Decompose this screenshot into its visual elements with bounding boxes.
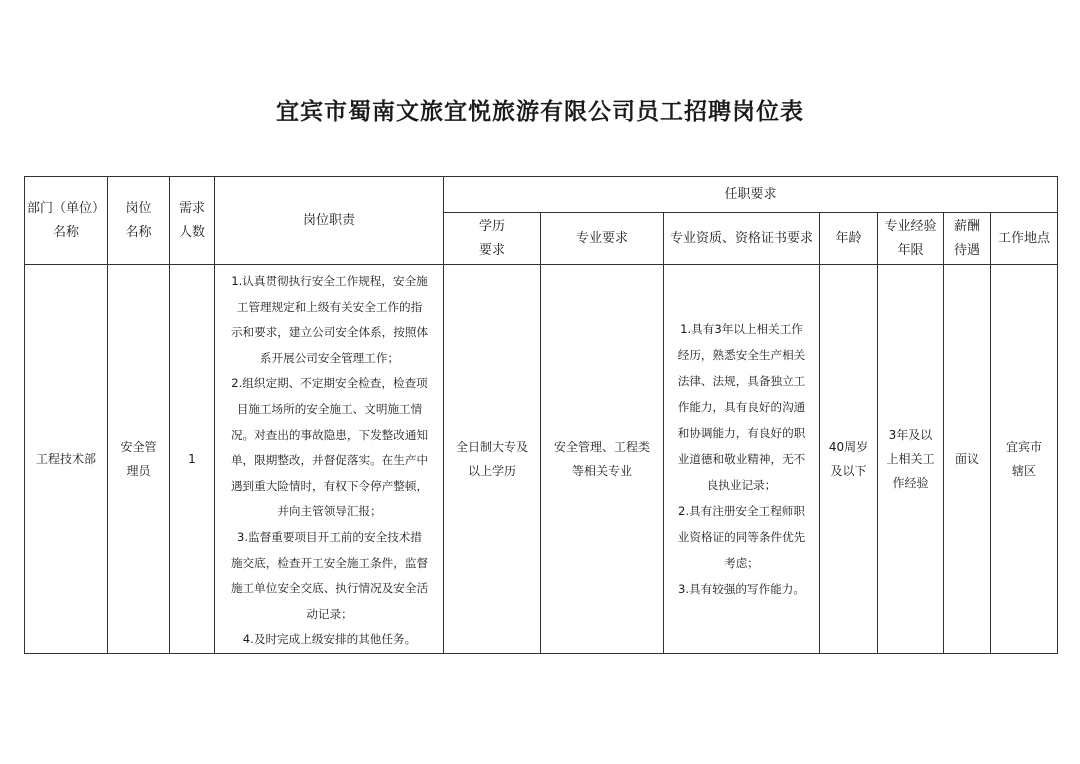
duties-line: 况。对查出的事故隐患，下发整改通知 [230, 427, 429, 442]
header-count-line1: 需求 [178, 200, 205, 216]
header-experience-line2: 年限 [897, 242, 924, 258]
qual-line: 业道德和敬业精神，无不 [677, 451, 806, 466]
header-count-line2: 人数 [178, 224, 205, 240]
page-title: 宜宾市蜀南文旅宜悦旅游有限公司员工招聘岗位表 [276, 98, 804, 125]
cell-qualifications [664, 265, 820, 654]
duties-line: 3.监督重要项目开工前的安全技术措 [237, 529, 422, 544]
header-cert: 专业资质、资格证书要求 [664, 213, 820, 265]
header-education [444, 213, 541, 265]
duties-line: 动记录； [306, 606, 353, 621]
cell-dept: 工程技术部 [25, 265, 108, 654]
qual-line: 考虑； [724, 555, 759, 570]
header-pay [944, 213, 991, 265]
cell-location [991, 265, 1058, 654]
cell-age-line2: 及以下 [830, 463, 867, 478]
duties-line: 并向主管领导汇报； [277, 504, 382, 519]
duties-line: 施交底，检查开工安全施工条件，监督 [230, 555, 429, 570]
header-age: 年龄 [820, 213, 878, 265]
cell-age-line1: 40周岁 [828, 439, 869, 454]
cell-duties [215, 265, 444, 654]
duties-line: 2.组织定期、不定期安全检查，检查项 [231, 376, 428, 391]
cell-major-line1: 安全管理、工程类 [553, 439, 650, 454]
header-pay-line1: 薪酬 [953, 218, 980, 234]
qual-line: 1.具有3年以上相关工作 [680, 321, 803, 336]
cell-age [820, 265, 878, 654]
cell-count: 1 [170, 265, 215, 654]
header-post-line2: 名称 [125, 224, 152, 240]
qual-line: 良执业记录； [706, 477, 777, 492]
cell-post [108, 265, 170, 654]
header-dept-line1: 部门（单位） [26, 200, 105, 216]
duties-line: 单，限期整改，并督促落实。在生产中 [230, 453, 429, 468]
cell-post-line1: 安全管 [120, 439, 157, 454]
cell-education [444, 265, 541, 654]
qual-line: 经历，熟悉安全生产相关 [677, 347, 806, 362]
header-experience-line1: 专业经验 [884, 218, 937, 234]
header-experience [878, 213, 944, 265]
header-requirements: 任职要求 [444, 177, 1058, 213]
table-row [25, 265, 1058, 654]
qual-line: 3.具有较强的写作能力。 [678, 581, 805, 596]
cell-location-line1: 宜宾市 [1006, 439, 1043, 454]
header-education-line2: 要求 [478, 242, 505, 258]
duties-line: 工管理规定和上级有关安全工作的指 [236, 299, 423, 314]
duties-line: 目施工场所的安全施工、文明施工情 [236, 401, 423, 416]
qual-line: 业资格证的同等条件优先 [677, 529, 806, 544]
cell-experience-line3: 作经验 [892, 475, 929, 490]
qual-line: 作能力，具有良好的沟通 [677, 399, 806, 414]
qual-line: 2.具有注册安全工程师职 [678, 503, 805, 518]
duties-line: 示和要求，建立公司安全体系，按照体 [230, 325, 429, 340]
cell-pay: 面议 [944, 265, 991, 654]
header-location: 工作地点 [991, 213, 1058, 265]
cell-education-line2: 以上学历 [467, 463, 516, 478]
header-major: 专业要求 [541, 213, 664, 265]
cell-experience-line1: 3年及以 [888, 427, 933, 442]
qual-line: 法律、法规，具备独立工 [677, 373, 806, 388]
duties-line: 系开展公司安全管理工作； [259, 350, 400, 365]
header-dept-line2: 名称 [52, 224, 79, 240]
recruitment-table [24, 176, 1058, 654]
cell-major-line2: 等相关专业 [571, 463, 632, 478]
duties-line: 1.认真贯彻执行安全工作规程，安全施 [231, 274, 428, 288]
cell-post-line2: 理员 [126, 463, 151, 478]
header-education-line1: 学历 [478, 218, 505, 234]
cell-location-line2: 辖区 [1012, 463, 1037, 478]
duties-line: 遇到重大险情时，有权下令停产整顿， [230, 478, 429, 493]
header-pay-line2: 待遇 [953, 242, 980, 258]
qual-line: 和协调能力，有良好的职 [677, 425, 806, 440]
header-duties: 岗位职责 [215, 177, 444, 265]
cell-major [541, 265, 664, 654]
cell-experience [878, 265, 944, 654]
header-row-1 [25, 177, 1058, 213]
duties-line: 施工单位安全交底、执行情况及安全活 [230, 581, 429, 596]
header-count [170, 177, 215, 265]
header-post [108, 177, 170, 265]
header-dept [25, 177, 108, 265]
header-post-line1: 岗位 [125, 200, 152, 216]
duties-line: 4.及时完成上级安排的其他任务。 [242, 632, 417, 647]
cell-education-line1: 全日制大专及 [455, 439, 528, 454]
cell-experience-line2: 上相关工 [886, 451, 935, 466]
